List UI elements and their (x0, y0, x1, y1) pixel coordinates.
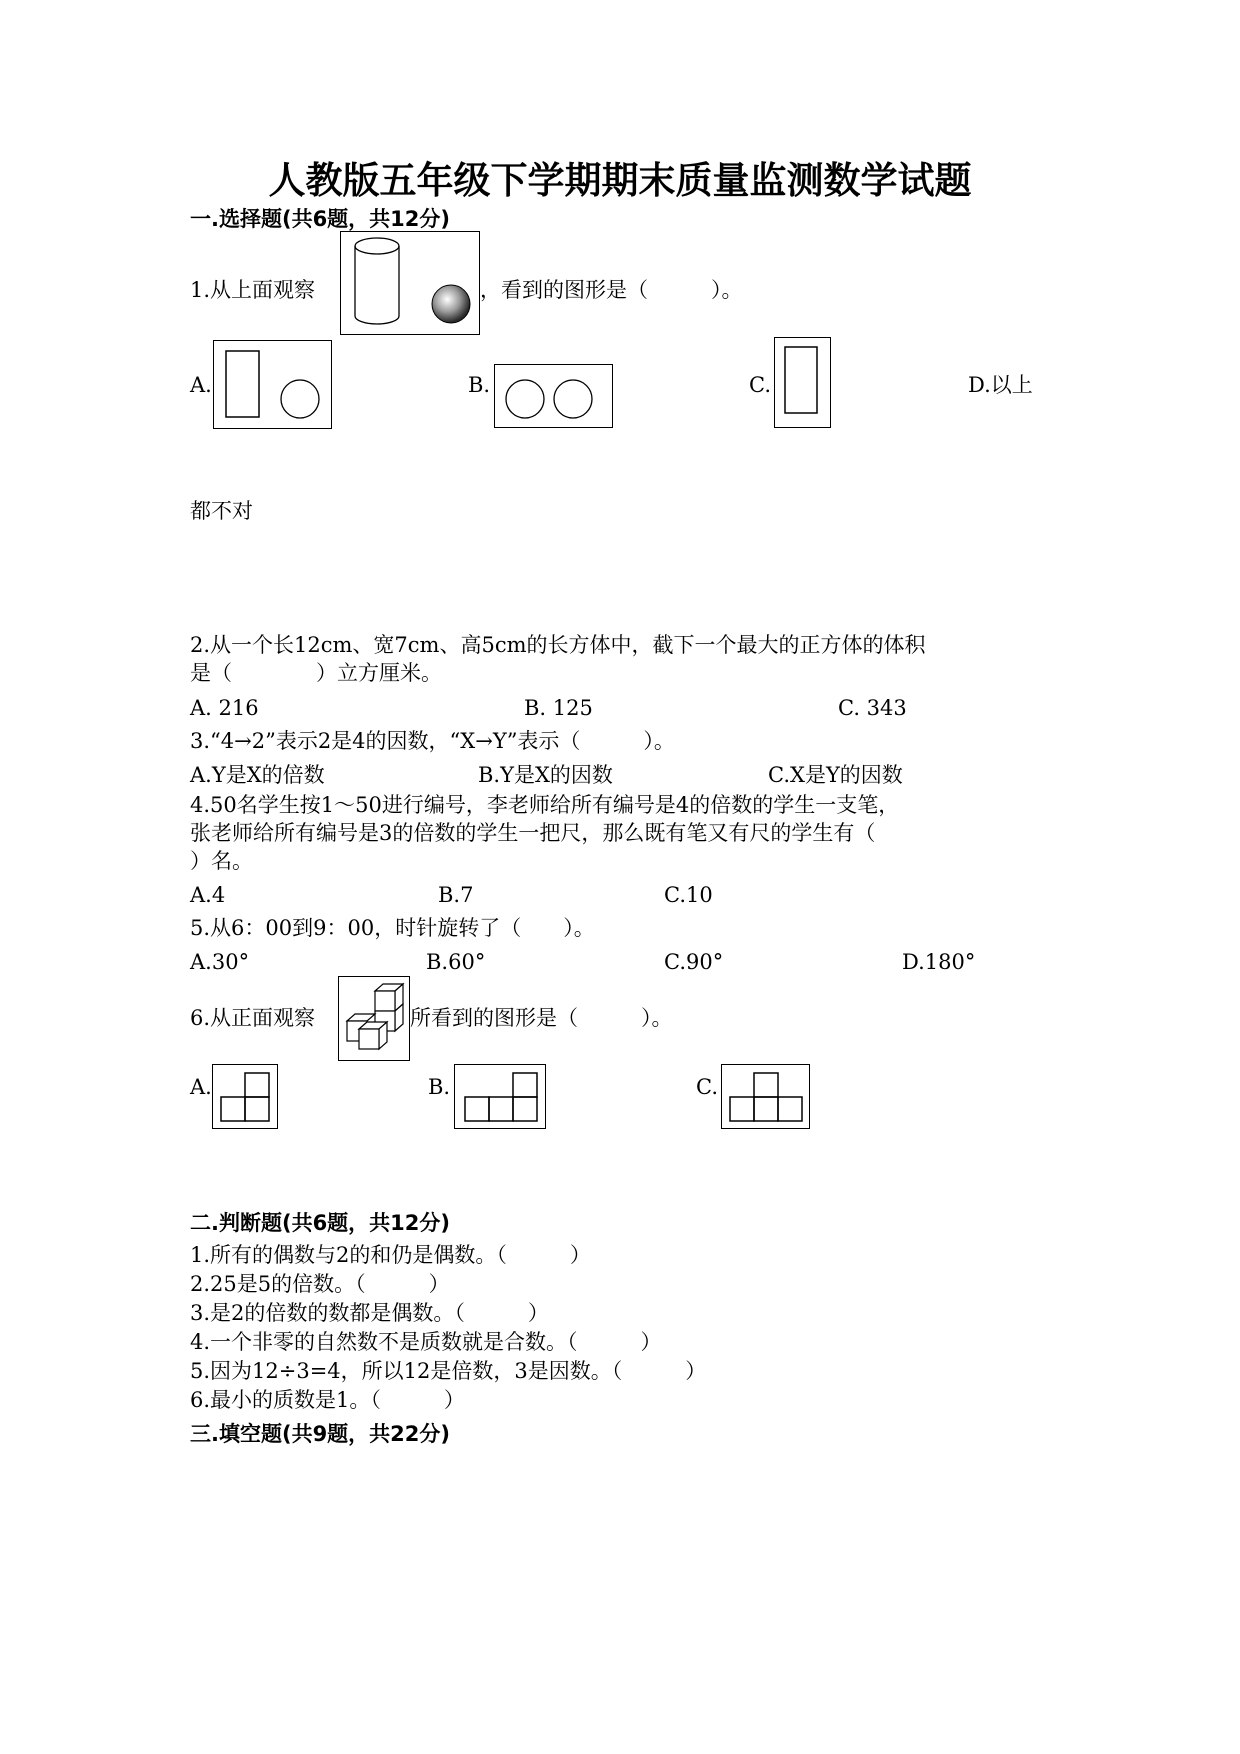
q1-stem-end: ，看到的图形是（ ）。 (480, 278, 743, 302)
judge-item: 6.最小的质数是1。（ ） (190, 1388, 465, 1412)
q2-stem-line2: 是（ ）立方厘米。 (190, 661, 442, 685)
q3-option-b[interactable]: B.Y是X的因数 (478, 763, 613, 787)
q2-option-a[interactable]: A. 216 (190, 696, 259, 720)
q1-option-c-figure (774, 337, 831, 428)
q4-stem-line1: 4.50名学生按1～50进行编号，李老师给所有编号是4的倍数的学生一支笔， (190, 793, 900, 817)
section-heading-fill: 三.填空题(共9题，共22分) (190, 1422, 451, 1446)
q2-option-b[interactable]: B. 125 (524, 696, 593, 720)
q6-stem-start: 6.从正面观察 (190, 1006, 316, 1030)
q6-option-c-figure (721, 1064, 810, 1129)
q6-stem-end: 所看到的图形是（ ）。 (410, 1006, 673, 1030)
q3-option-a[interactable]: A.Y是X的倍数 (190, 763, 325, 787)
q6-option-b-figure (454, 1064, 546, 1129)
q6-option-b-label[interactable]: B. (428, 1075, 451, 1099)
q4-stem-line2: 张老师给所有编号是3的倍数的学生一把尺，那么既有笔又有尺的学生有（ (190, 821, 876, 845)
judge-item: 1.所有的偶数与2的和仍是偶数。（ ） (190, 1243, 591, 1267)
q5-option-d[interactable]: D.180° (902, 950, 976, 974)
q3-option-c[interactable]: C.X是Y的因数 (768, 763, 903, 787)
q6-option-a-figure (212, 1064, 278, 1129)
q1-option-a-label[interactable]: A. (190, 373, 212, 397)
q1-cylinder-sphere-figure (340, 231, 480, 335)
section-heading-choice: 一.选择题(共6题，共12分) (190, 207, 451, 231)
q1-option-d-continued: 都不对 (190, 499, 253, 523)
q1-stem-start: 1.从上面观察 (190, 278, 316, 302)
q1-option-c-label[interactable]: C. (749, 373, 771, 397)
judge-item: 2.25是5的倍数。（ ） (190, 1272, 450, 1296)
judge-item: 4.一个非零的自然数不是质数就是合数。（ ） (190, 1330, 662, 1354)
q4-option-c[interactable]: C.10 (664, 883, 713, 907)
q5-option-c[interactable]: C.90° (664, 950, 724, 974)
page-title: 人教版五年级下学期期末质量监测数学试题 (268, 159, 972, 202)
q5-stem: 5.从6：00到9：00，时针旋转了（ ）。 (190, 916, 595, 940)
q1-option-b-figure (494, 364, 613, 428)
q2-stem-line1: 2.从一个长12cm、宽7cm、高5cm的长方体中，截下一个最大的正方体的体积 (190, 633, 926, 657)
q1-option-d[interactable]: D.以上 (968, 373, 1033, 397)
q1-option-b-label[interactable]: B. (468, 373, 491, 397)
q4-option-a[interactable]: A.4 (190, 883, 226, 907)
section-heading-judge: 二.判断题(共6题，共12分) (190, 1211, 451, 1235)
q5-option-a[interactable]: A.30° (190, 950, 250, 974)
q1-option-a-figure (213, 340, 332, 429)
q2-option-c[interactable]: C. 343 (838, 696, 907, 720)
q6-cube-stack-figure (338, 976, 410, 1061)
q4-option-b[interactable]: B.7 (438, 883, 474, 907)
q6-option-c-label[interactable]: C. (696, 1075, 718, 1099)
q3-stem: 3.“4→2”表示2是4的因数，“X→Y”表示（ ）。 (190, 729, 675, 753)
q6-option-a-label[interactable]: A. (190, 1075, 212, 1099)
q5-option-b[interactable]: B.60° (426, 950, 486, 974)
judge-item: 3.是2的倍数的数都是偶数。（ ） (190, 1301, 549, 1325)
q4-stem-line3: ）名。 (190, 849, 253, 873)
judge-item: 5.因为12÷3=4，所以12是倍数，3是因数。（ ） (190, 1359, 707, 1383)
